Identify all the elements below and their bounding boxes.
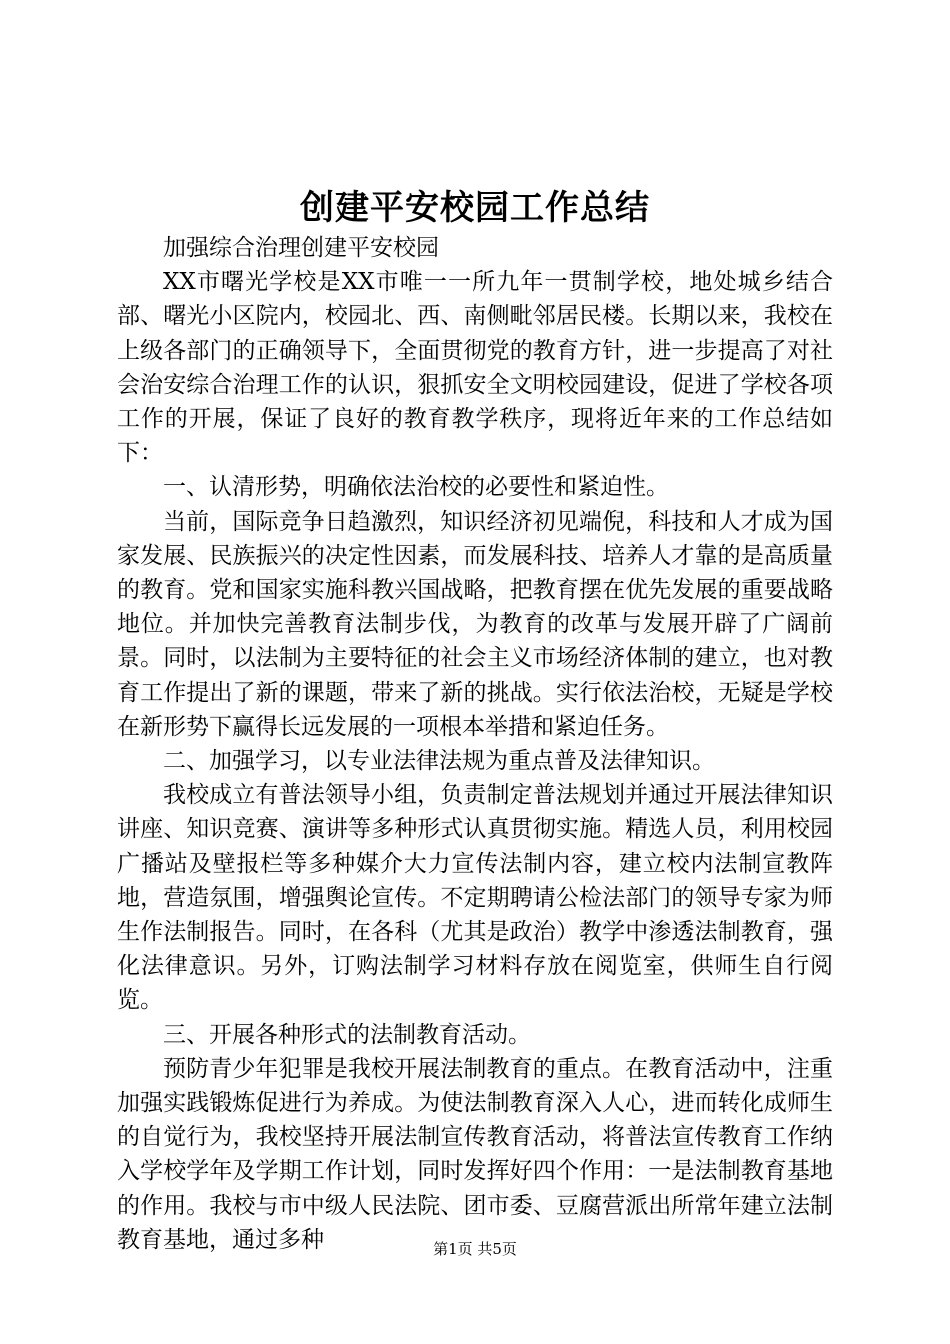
subtitle-paragraph: 加强综合治理创建平安校园 (163, 235, 439, 261)
section-1-paragraph: 当前，国际竞争日趋激烈，知识经济初见端倪，科技和人才成为国家发展、民族振兴的决定性因素，而发展科技、培养人才靠的是高质量的教育。党和国家实施科教兴国战略，把教育摆在优先发展的重要战略地位。并加快完善教育法制步伐，为教育的改革与发展开辟了广阔前景。同时，以法制为主要特征的社会主义市场经济体制的建立，也对教育工作提出了新的课题，带来了新的挑战。实行依法治校，无疑是学校在新形势下赢得长远发展的一项根本举措和紧迫任务。 (117, 508, 833, 740)
page-number-footer: 第1页 共5页 (433, 1240, 517, 1258)
section-heading-3: 三、开展各种形式的法制教育活动。 (163, 1021, 531, 1048)
section-3-paragraph: 预防青少年犯罪是我校开展法制教育的重点。在教育活动中，注重加强实践锻炼促进行为养成。为使法制教育深入人心，进而转化成师生的自觉行为，我校坚持开展法制宣传教育活动，将普法宣传教育工作纳入学校学年及学期工作计划，同时发挥好四个作用：一是法制教育基地的作用。我校与市中级人民法院、团市委、豆腐营派出所常年建立法制教育基地，通过多种 (117, 1055, 833, 1253)
section-heading-2: 二、加强学习，以专业法律法规为重点普及法律知识。 (163, 748, 715, 775)
document-title: 创建平安校园工作总结 (300, 188, 650, 228)
document-body (117, 231, 833, 1257)
intro-paragraph: XX市曙光学校是XX市唯一一所九年一贯制学校，地处城乡结合部、曙光小区院内，校园北、西、南侧毗邻居民楼。长期以来，我校在上级各部门的正确领导下，全面贯彻党的教育方针，进一步提高了对社会治安综合治理工作的认识，狠抓安全文明校园建设，促进了学校各项工作的开展，保证了良好的教育教学秩序，现将近年来的工作总结如下： (117, 269, 833, 467)
section-2-paragraph: 我校成立有普法领导小组，负责制定普法规划并通过开展法律知识讲座、知识竞赛、演讲等多种形式认真贯彻实施。精选人员，利用校园广播站及壁报栏等多种媒介大力宣传法制内容，建立校内法制宣教阵地，营造氛围，增强舆论宣传。不定期聘请公检法部门的领导专家为师生作法制报告。同时，在各科（尤其是政治）教学中渗透法制教育，强化法律意识。另外，订购法制学习材料存放在阅览室，供师生自行阅览。 (117, 782, 833, 1014)
section-heading-1: 一、认清形势，明确依法治校的必要性和紧迫性。 (163, 474, 669, 501)
